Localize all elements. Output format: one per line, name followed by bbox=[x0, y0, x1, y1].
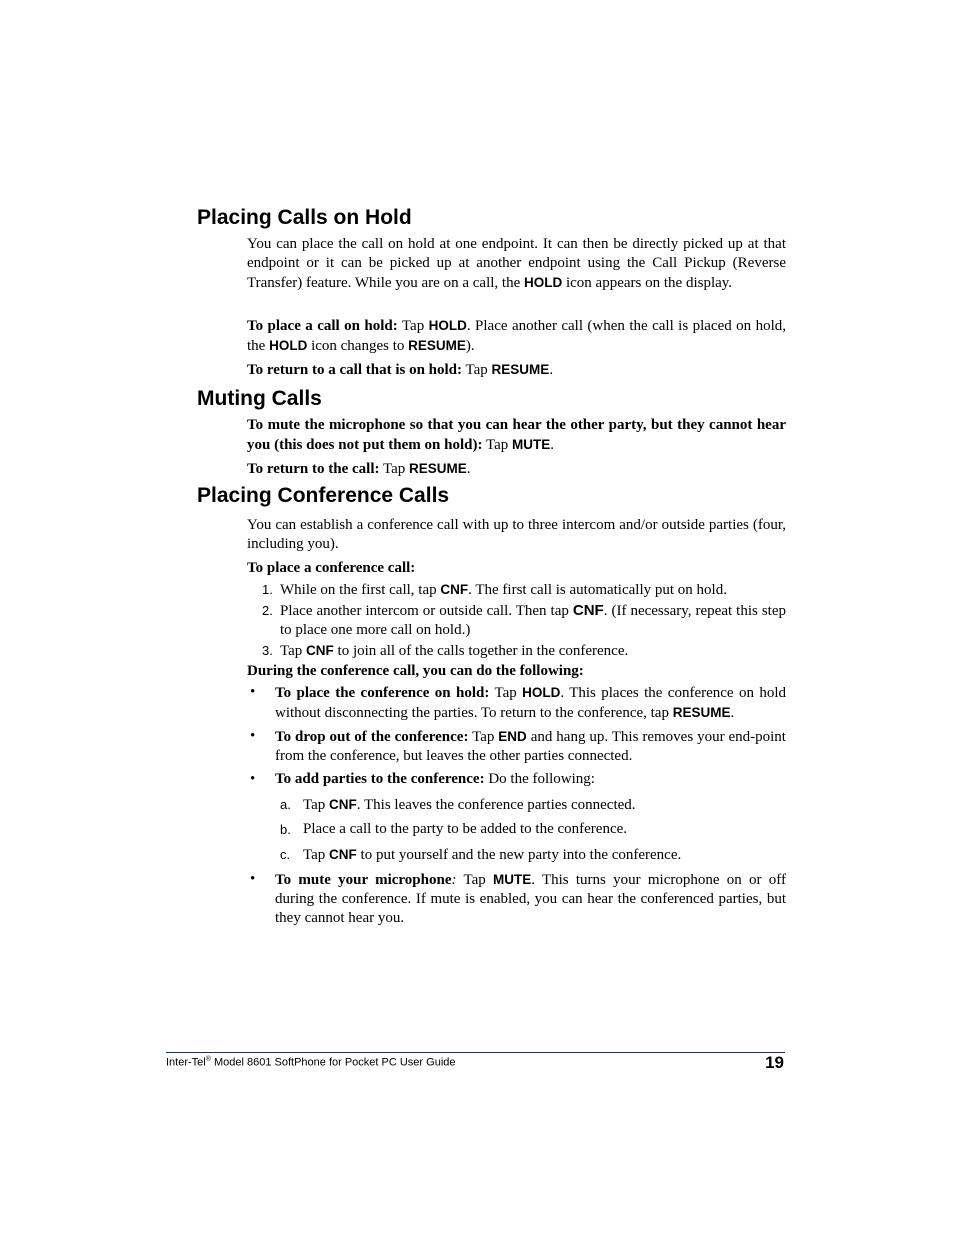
bullet-icon: • bbox=[250, 871, 256, 887]
text: Do the following: bbox=[484, 771, 595, 787]
keyword-resume: RESUME bbox=[491, 362, 550, 377]
keyword-cnf: CNF bbox=[329, 847, 357, 862]
text: . bbox=[550, 437, 554, 453]
text: Tap bbox=[303, 847, 330, 863]
step-number: 1. bbox=[262, 582, 273, 597]
text: Tap bbox=[280, 643, 307, 659]
during-conference-label bbox=[247, 662, 786, 681]
text: . bbox=[466, 461, 471, 477]
keyword-mute: MUTE bbox=[511, 437, 551, 452]
footer-title bbox=[166, 1053, 456, 1070]
return-to-call-paragraph bbox=[247, 459, 786, 479]
run-in-label: During the conference call, you can do the following: bbox=[247, 663, 584, 679]
text: . bbox=[549, 362, 554, 378]
keyword-cnf: CNF bbox=[572, 602, 604, 619]
text: Tap bbox=[379, 461, 410, 477]
text: ). bbox=[465, 338, 475, 354]
keyword-resume: RESUME bbox=[408, 338, 466, 353]
text: You can place the call on hold at one endpoint. It can then be directly picked up at that endpoint or it can be picked up at another endpoint using the Call Pickup (Reverse Transfer) feature. While you are on a call, the bbox=[247, 236, 786, 291]
text: Tap bbox=[397, 318, 429, 334]
list-item bbox=[303, 845, 786, 865]
text: . Place another call (when the call is placed on hold, the bbox=[247, 318, 786, 354]
text: . This places the conference on hold without disconnecting the parties. To return to the conference, tap bbox=[275, 685, 786, 721]
heading-muting-calls: Muting Calls bbox=[197, 387, 322, 410]
run-in-label: To mute your microphone bbox=[275, 872, 452, 888]
text: Place a call to the party to be added to the conference. bbox=[303, 821, 628, 837]
list-item bbox=[275, 770, 786, 789]
place-on-hold-paragraph bbox=[247, 316, 786, 356]
text: . This turns your microphone on or off during the conference. If mute is enabled, you can hear the conferenced parties, but they cannot hear you. bbox=[275, 872, 786, 926]
list-item bbox=[275, 683, 786, 723]
step-number: 3. bbox=[262, 643, 273, 658]
text: . This leaves the conference parties connected. bbox=[356, 797, 636, 813]
keyword-end: END bbox=[498, 729, 527, 744]
list-item bbox=[280, 601, 786, 640]
step-number: 2. bbox=[262, 603, 273, 618]
keyword-cnf: CNF bbox=[329, 797, 357, 812]
keyword-resume: RESUME bbox=[672, 705, 731, 720]
bullet-icon: • bbox=[250, 728, 256, 744]
run-in-label: To return to the call: bbox=[247, 461, 380, 477]
bullet-icon: • bbox=[250, 771, 256, 787]
keyword-hold: HOLD bbox=[522, 685, 561, 700]
run-in-label: To add parties to the conference: bbox=[275, 771, 485, 787]
list-item bbox=[275, 870, 786, 928]
text: . (If necessary, repeat this step to place one more call on hold.) bbox=[280, 603, 786, 638]
run-in-label: To return to a call that is on hold: bbox=[247, 362, 463, 378]
heading-placing-calls-on-hold: Placing Calls on Hold bbox=[197, 206, 412, 229]
text: to join all of the calls together in the conference. bbox=[333, 643, 629, 659]
text: Model 8601 SoftPhone for Pocket PC User Guide bbox=[210, 1056, 456, 1069]
text: Place another intercom or outside call. Then tap bbox=[280, 603, 573, 619]
text: Tap bbox=[489, 685, 523, 701]
text: Inter-Tel bbox=[166, 1056, 206, 1069]
text: . The first call is automatically put on hold. bbox=[468, 582, 727, 598]
list-item bbox=[280, 641, 786, 661]
keyword-hold: HOLD bbox=[428, 318, 467, 333]
text: Tap bbox=[468, 729, 499, 745]
conference-steps-label bbox=[247, 559, 786, 578]
run-in-label: To place the conference on hold: bbox=[275, 685, 490, 701]
text: While on the first call, tap bbox=[280, 582, 441, 598]
text: Tap bbox=[456, 872, 493, 888]
list-item bbox=[280, 580, 786, 600]
text: : bbox=[451, 872, 457, 888]
text: Tap bbox=[462, 362, 492, 378]
step-letter: c. bbox=[280, 847, 291, 862]
list-item bbox=[303, 820, 786, 839]
step-letter: b. bbox=[280, 822, 291, 837]
registered-mark: ® bbox=[205, 1056, 211, 1063]
page-number: 19 bbox=[765, 1053, 784, 1072]
text: and hang up. This removes your end-point from the conference, but leaves the other parties connected. bbox=[275, 729, 786, 764]
heading-placing-conference-calls: Placing Conference Calls bbox=[197, 484, 450, 507]
text: Tap bbox=[482, 437, 512, 453]
mute-paragraph bbox=[247, 416, 786, 455]
run-in-label: To place a conference call: bbox=[247, 560, 416, 576]
text: icon changes to bbox=[307, 338, 409, 354]
text: to put yourself and the new party into the conference. bbox=[356, 847, 682, 863]
step-letter: a. bbox=[280, 797, 291, 812]
text: Tap bbox=[303, 797, 330, 813]
keyword-resume: RESUME bbox=[409, 461, 467, 476]
bullet-icon: • bbox=[250, 684, 256, 700]
run-in-label: To drop out of the conference: bbox=[275, 729, 469, 745]
conference-intro-paragraph: You can establish a conference call with up to three intercom and/or outside parties (four, including you). bbox=[247, 517, 786, 552]
hold-intro-paragraph bbox=[247, 235, 786, 293]
return-from-hold-paragraph bbox=[247, 360, 786, 380]
list-item bbox=[303, 795, 786, 815]
keyword-hold: HOLD bbox=[269, 338, 308, 353]
keyword-mute: MUTE bbox=[492, 872, 532, 887]
list-item bbox=[275, 727, 786, 766]
run-in-label: To place a call on hold: bbox=[247, 318, 398, 334]
text: icon appears on the display. bbox=[562, 275, 733, 291]
keyword-cnf: CNF bbox=[440, 582, 469, 597]
text: . bbox=[730, 705, 735, 721]
run-in-label: To mute the microphone so that you can hear the other party, but they cannot hear you (this does not put them on hold): bbox=[247, 417, 786, 453]
keyword-hold: HOLD bbox=[523, 275, 563, 290]
keyword-cnf: CNF bbox=[306, 643, 334, 658]
